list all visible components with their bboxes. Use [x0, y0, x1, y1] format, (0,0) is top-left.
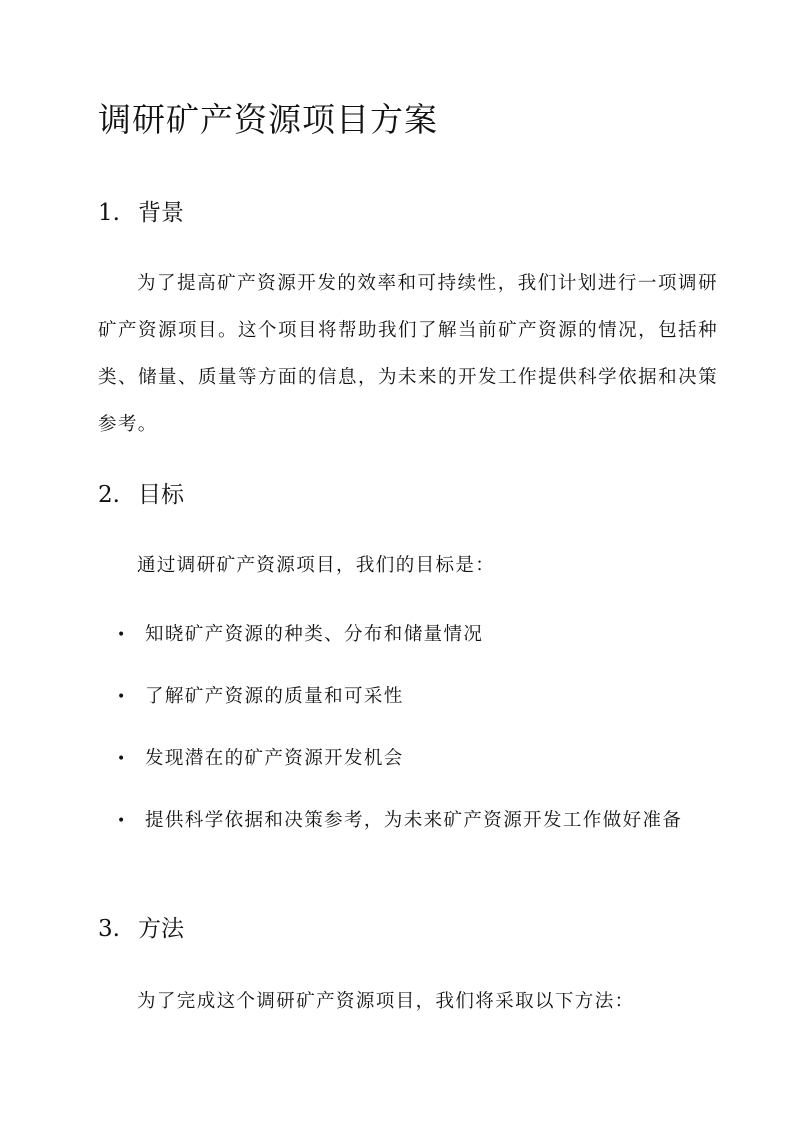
- section-heading-goals: [98, 478, 184, 512]
- goals-intro: 通过调研矿产资源项目，我们的目标是：: [137, 555, 496, 576]
- methods-intro: 为了完成这个调研矿产资源项目，我们将采取以下方法：: [137, 991, 635, 1012]
- list-item: [117, 798, 707, 844]
- list-item: [117, 736, 707, 782]
- list-item-text: 发现潜在的矿产资源开发机会: [145, 748, 404, 769]
- section-heading-background: [98, 196, 184, 230]
- bullet-icon: •: [117, 627, 127, 643]
- section-title: 背景: [138, 200, 184, 226]
- list-item: [117, 612, 707, 658]
- bullet-icon: •: [117, 689, 127, 705]
- section-title: 方法: [138, 916, 184, 942]
- section-number: 2.: [98, 482, 120, 508]
- bullet-icon: •: [117, 813, 127, 829]
- section-heading-methods: [98, 912, 184, 946]
- bullet-icon: •: [117, 751, 127, 767]
- background-paragraph: 为了提高矿产资源开发的效率和可持续性，我们计划进行一项调研矿产资源项目。这个项目将帮助我们了解当前矿产资源的情况，包括种类、储量、质量等方面的信息，为未来的开发工作提供科学依据和决策参考。: [98, 273, 718, 435]
- goals-list: [117, 612, 707, 860]
- list-item: [117, 674, 707, 720]
- list-item-text: 知晓矿产资源的种类、分布和储量情况: [145, 624, 484, 645]
- list-item-text: 提供科学依据和决策参考，为未来矿产资源开发工作做好准备: [145, 810, 683, 831]
- section-number: 3.: [98, 916, 120, 942]
- list-item-text: 了解矿产资源的质量和可采性: [145, 686, 404, 707]
- section-title: 目标: [138, 482, 184, 508]
- document-title: 调研矿产资源项目方案: [98, 100, 438, 139]
- section-number: 1.: [98, 200, 120, 226]
